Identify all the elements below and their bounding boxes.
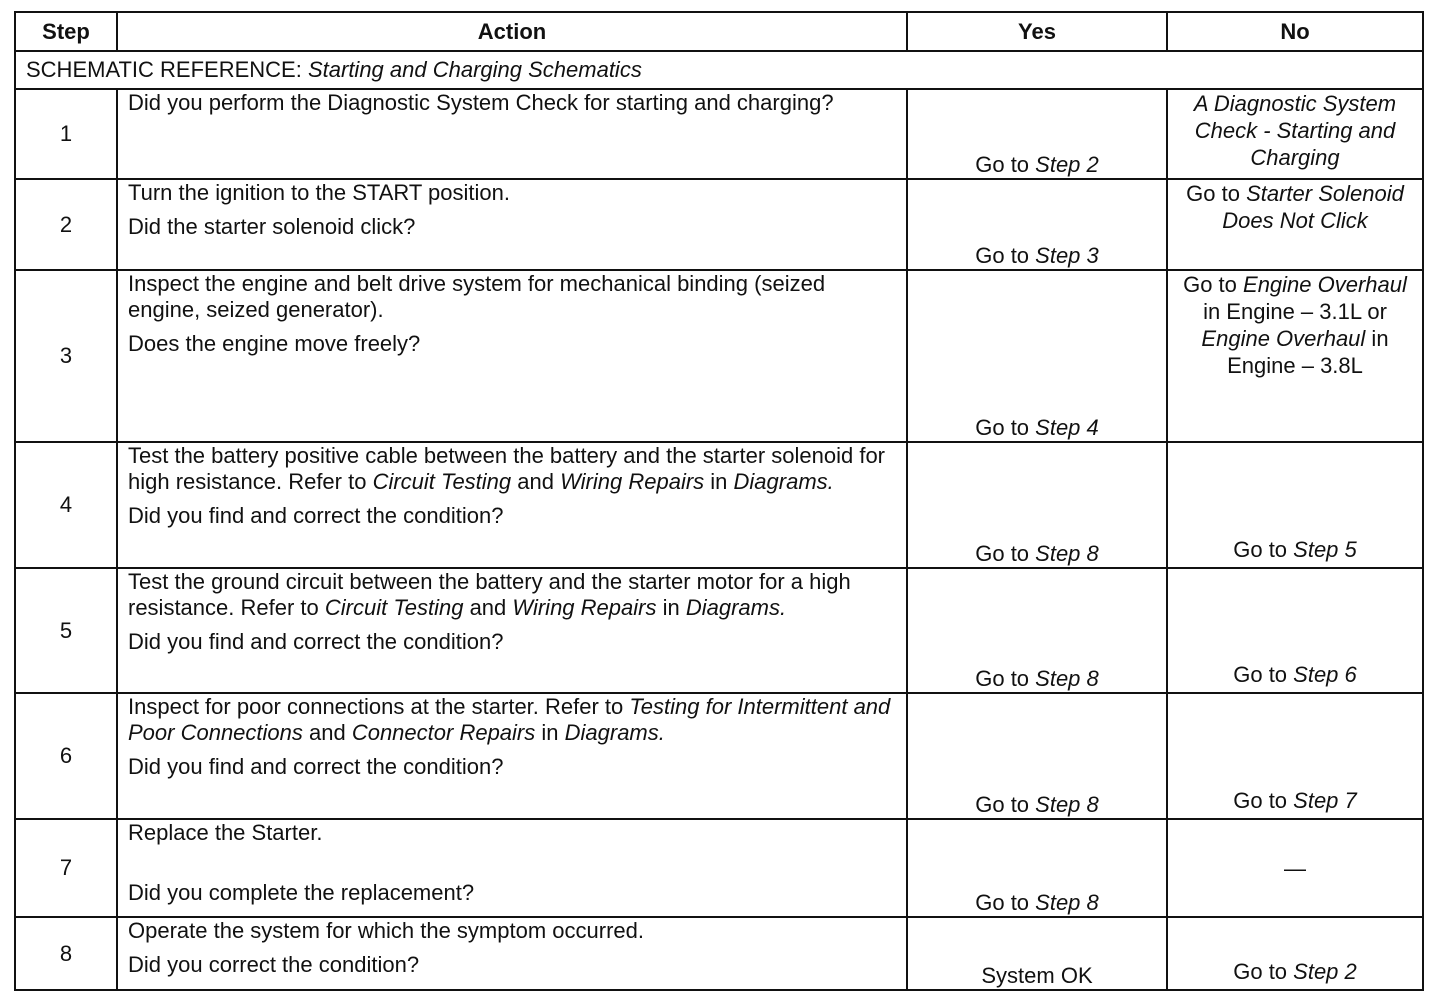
text-run: Go to: [1186, 181, 1247, 206]
table-row: [15, 819, 1423, 917]
action-cell: [117, 819, 907, 917]
action-question: [128, 90, 896, 116]
text-run: Replace the Starter.: [128, 820, 323, 845]
table-header: [15, 12, 1423, 51]
step-number: 4: [15, 442, 117, 568]
no-cell: [1167, 179, 1423, 270]
step-number: 5: [15, 568, 117, 693]
step-number: 3: [15, 270, 117, 442]
yes-cell: [907, 917, 1167, 990]
reference-text[interactable]: Step 3: [1035, 243, 1099, 268]
header-no: No: [1167, 12, 1423, 51]
text-run: Go to: [975, 890, 1036, 915]
action-question: [128, 214, 896, 240]
action-question: [128, 503, 896, 529]
action-question: [128, 952, 896, 978]
text-run: Turn the ignition to the START position.: [128, 180, 510, 205]
reference-text[interactable]: Diagrams.: [685, 595, 787, 620]
reference-text[interactable]: Engine Overhaul: [1243, 272, 1407, 297]
yes-cell: [907, 270, 1167, 442]
text-run: and: [463, 595, 513, 620]
text-run: Go to: [1233, 788, 1294, 813]
no-cell: [1167, 89, 1423, 179]
text-run: Go to: [975, 152, 1036, 177]
header-row: [15, 12, 1423, 51]
action-instruction: [128, 180, 896, 206]
text-run: Did you find and correct the condition?: [128, 629, 504, 654]
no-cell: [1167, 819, 1423, 917]
schematic-reference-row: [15, 51, 1423, 89]
text-run: Test the ground circuit between the battery and the starter motor for a high resistance. Refer to: [128, 569, 851, 620]
reference-text[interactable]: Step 2: [1035, 152, 1099, 177]
table-body: [15, 51, 1423, 990]
text-run: and: [302, 720, 352, 745]
action-instruction: [128, 271, 896, 323]
diagnostic-table: [14, 11, 1424, 991]
header-yes: Yes: [907, 12, 1167, 51]
yes-cell: [907, 442, 1167, 568]
text-run: in Engine – 3.8L: [1227, 326, 1389, 378]
action-instruction: [128, 694, 896, 746]
step-number: 8: [15, 917, 117, 990]
text-run: Did you correct the condition?: [128, 952, 420, 977]
action-cell: [117, 89, 907, 179]
reference-text[interactable]: Step 5: [1293, 537, 1357, 562]
reference-text[interactable]: Wiring Repairs: [560, 469, 705, 494]
reference-text[interactable]: Circuit Testing: [372, 469, 512, 494]
action-cell: [117, 693, 907, 819]
text-run: and: [511, 469, 561, 494]
step-number: 7: [15, 819, 117, 917]
text-run: Did the starter solenoid click?: [128, 214, 416, 239]
text-run: Test the battery positive cable between the battery and the starter solenoid for high resistance. Refer to: [128, 443, 886, 494]
reference-text[interactable]: Step 8: [1035, 541, 1099, 566]
reference-text[interactable]: Step 2: [1293, 959, 1357, 984]
table-row: [15, 568, 1423, 693]
action-question: [128, 754, 896, 780]
text-run: Did you find and correct the condition?: [128, 754, 504, 779]
schematic-reference-link[interactable]: Starting and Charging Schematics: [307, 57, 642, 82]
reference-text[interactable]: Testing for Intermittent and Poor Connections: [128, 694, 891, 745]
reference-text[interactable]: A Diagnostic System Check - Starting and Charging: [1193, 91, 1397, 170]
text-run: in: [535, 720, 565, 745]
yes-cell: [907, 819, 1167, 917]
yes-cell: [907, 89, 1167, 179]
no-cell: [1167, 568, 1423, 693]
no-cell: [1167, 270, 1423, 442]
text-run: System OK: [981, 963, 1093, 988]
text-run: in: [656, 595, 686, 620]
action-instruction: [128, 918, 896, 944]
text-run: Does the engine move freely?: [128, 331, 421, 356]
reference-text[interactable]: Step 8: [1035, 890, 1099, 915]
table-row: [15, 179, 1423, 270]
action-cell: [117, 568, 907, 693]
yes-cell: [907, 179, 1167, 270]
step-number: 2: [15, 179, 117, 270]
text-run: Inspect for poor connections at the starter. Refer to: [128, 694, 630, 719]
text-run: Did you find and correct the condition?: [128, 503, 504, 528]
yes-cell: [907, 693, 1167, 819]
text-run: Go to: [1183, 272, 1244, 297]
text-run: Inspect the engine and belt drive system for mechanical binding (seized engine, seized generator).: [128, 271, 826, 322]
no-cell: [1167, 917, 1423, 990]
table-row: [15, 693, 1423, 819]
text-run: in: [704, 469, 734, 494]
action-question: [128, 629, 896, 655]
text-run: in Engine – 3.1L or: [1203, 299, 1387, 324]
action-instruction: [128, 569, 896, 621]
table-row: [15, 89, 1423, 179]
reference-text[interactable]: Diagrams.: [733, 469, 834, 494]
action-question: [128, 880, 896, 906]
reference-text[interactable]: Step 8: [1035, 792, 1099, 817]
text-run: Did you perform the Diagnostic System Check for starting and charging?: [128, 90, 834, 115]
no-cell: [1167, 693, 1423, 819]
text-run: Go to: [1233, 959, 1294, 984]
text-run: Operate the system for which the symptom occurred.: [128, 918, 644, 943]
table-row: [15, 270, 1423, 442]
action-cell: [117, 442, 907, 568]
table-row: [15, 917, 1423, 990]
text-run: Go to: [1233, 537, 1294, 562]
reference-text[interactable]: Wiring Repairs: [512, 595, 657, 620]
text-run: Go to: [975, 243, 1036, 268]
yes-cell: [907, 568, 1167, 693]
reference-text[interactable]: Step 4: [1035, 415, 1099, 440]
action-cell: [117, 179, 907, 270]
text-run: Go to: [975, 415, 1036, 440]
action-instruction: [128, 443, 896, 495]
reference-text[interactable]: Circuit Testing: [324, 595, 464, 620]
reference-text[interactable]: Step 6: [1293, 662, 1357, 687]
step-number: 6: [15, 693, 117, 819]
text-run: —: [1284, 855, 1306, 881]
header-step: Step: [15, 12, 117, 51]
reference-text[interactable]: Step 7: [1293, 788, 1357, 813]
action-cell: [117, 270, 907, 442]
reference-text[interactable]: Diagrams.: [564, 720, 665, 745]
text-run: Go to: [975, 541, 1036, 566]
schematic-reference-label: SCHEMATIC REFERENCE:: [26, 57, 302, 82]
text-run: Go to: [1233, 662, 1294, 687]
reference-text[interactable]: Engine Overhaul: [1201, 326, 1366, 351]
no-cell: [1167, 442, 1423, 568]
action-question: [128, 331, 896, 357]
reference-text[interactable]: Connector Repairs: [351, 720, 536, 745]
header-action: Action: [117, 12, 907, 51]
schematic-reference: [15, 51, 1423, 89]
action-instruction: [128, 820, 896, 846]
action-cell: [117, 917, 907, 990]
reference-text[interactable]: Starter Solenoid Does Not Click: [1222, 181, 1404, 233]
text-run: Did you complete the replacement?: [128, 880, 475, 905]
text-run: Go to: [975, 792, 1036, 817]
step-number: 1: [15, 89, 117, 179]
text-run: Go to: [975, 666, 1036, 691]
reference-text[interactable]: Step 8: [1035, 666, 1099, 691]
table-row: [15, 442, 1423, 568]
